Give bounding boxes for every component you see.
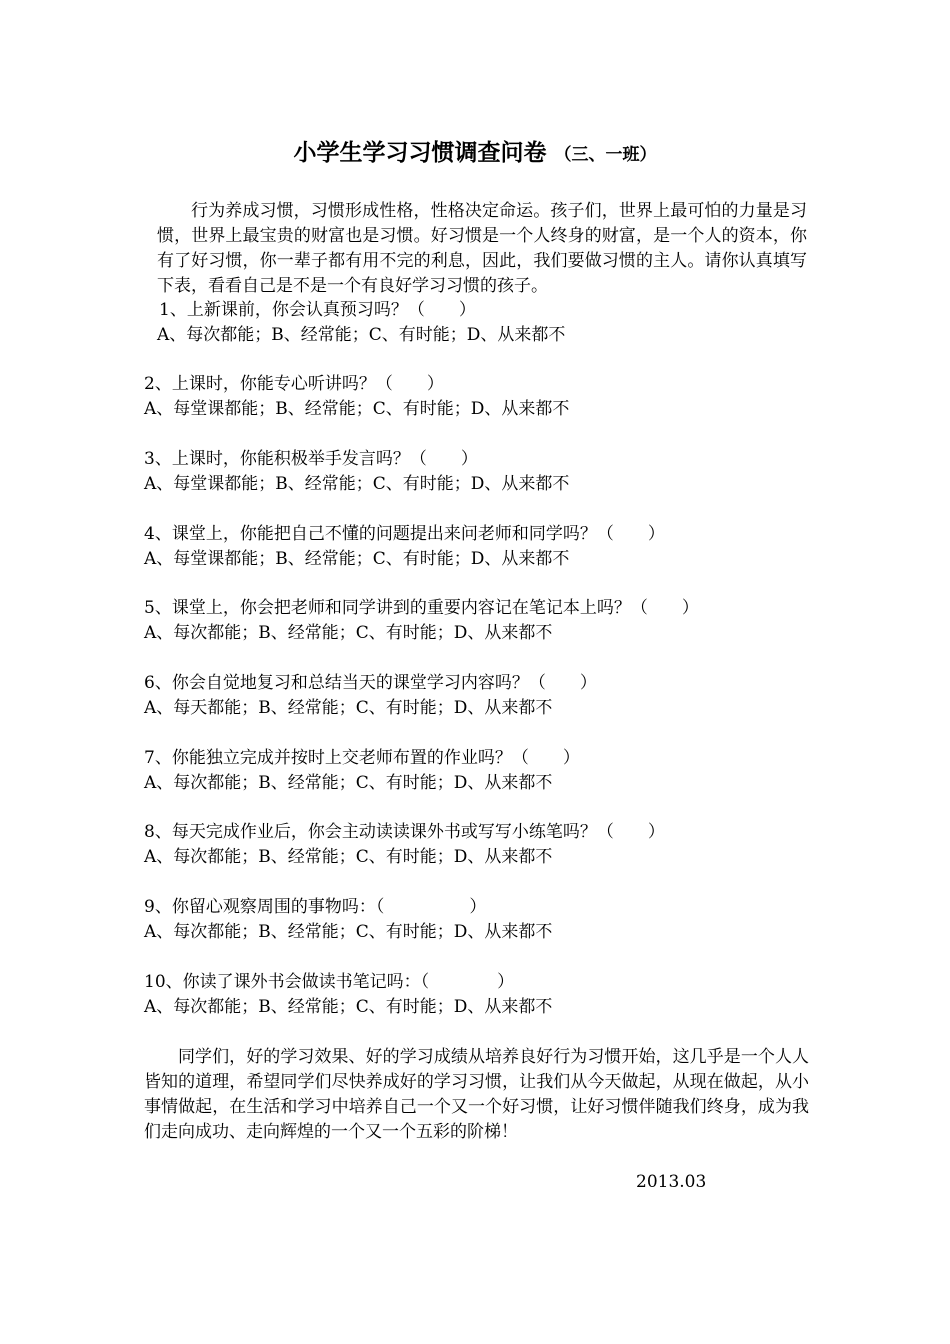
answer-options-2: A、每堂课都能；B、经常能；C、有时能；D、从来都不	[144, 399, 570, 419]
intro-paragraph: 行为养成习惯，习惯形成性格，性格决定命运。孩子们，世界上最可怕的力量是习惯，世界上最宝贵的财富也是习惯。好习惯是一个人终身的财富，是一个人的资本，你有了好习惯，你一辈子都有用不完的利息，因此，我们要做习惯的主人。请你认真填写下表，看看自己是不是一个有良好学习习惯的孩子。	[157, 201, 807, 296]
answer-options-10: A、每次都能；B、经常能；C、有时能；D、从来都不	[144, 997, 553, 1017]
title-main: 小学生学习习惯调查问卷	[293, 139, 547, 166]
question-10: 10、你读了课外书会做读书笔记吗：（ ）	[144, 972, 515, 992]
answer-options-8: A、每次都能；B、经常能；C、有时能；D、从来都不	[144, 847, 553, 867]
question-8: 8、每天完成作业后，你会主动读读课外书或写写小练笔吗？（ ）	[144, 822, 665, 842]
question-4: 4、课堂上，你能把自己不懂的问题提出来问老师和同学吗？（ ）	[144, 524, 665, 544]
answer-options-1: A、每次都能；B、经常能；C、有时能；D、从来都不	[157, 325, 566, 345]
title-class-note: （三、一班）	[554, 145, 657, 165]
answer-options-9: A、每次都能；B、经常能；C、有时能；D、从来都不	[144, 922, 553, 942]
question-1: 1、上新课前，你会认真预习吗？（ ）	[159, 300, 476, 320]
document-date: 2013.03	[636, 1172, 707, 1192]
question-9: 9、你留心观察周围的事物吗：（ ）	[144, 897, 487, 917]
question-3: 3、上课时，你能积极举手发言吗？（ ）	[144, 449, 478, 469]
closing-paragraph: 同学们，好的学习效果、好的学习成绩从培养良好行为习惯开始，这几乎是一个人人皆知的道理，希望同学们尽快养成好的学习习惯，让我们从今天做起，从现在做起，从小事情做起，在生活和学习中培养自己一个又一个好习惯，让好习惯伴随我们终身，成为我们走向成功、走向辉煌的一个又一个五彩的阶梯！	[144, 1047, 809, 1142]
page-title	[0, 134, 950, 167]
question-7: 7、你能独立完成并按时上交老师布置的作业吗？（ ）	[144, 748, 580, 768]
answer-options-4: A、每堂课都能；B、经常能；C、有时能；D、从来都不	[144, 549, 570, 569]
question-2: 2、上课时，你能专心听讲吗？（ ）	[144, 374, 444, 394]
question-5: 5、课堂上，你会把老师和同学讲到的重要内容记在笔记本上吗？（ ）	[144, 598, 699, 618]
answer-options-7: A、每次都能；B、经常能；C、有时能；D、从来都不	[144, 773, 553, 793]
answer-options-6: A、每天都能；B、经常能；C、有时能；D、从来都不	[144, 698, 553, 718]
answer-options-3: A、每堂课都能；B、经常能；C、有时能；D、从来都不	[144, 474, 570, 494]
question-6: 6、你会自觉地复习和总结当天的课堂学习内容吗？（ ）	[144, 673, 597, 693]
answer-options-5: A、每次都能；B、经常能；C、有时能；D、从来都不	[144, 623, 553, 643]
